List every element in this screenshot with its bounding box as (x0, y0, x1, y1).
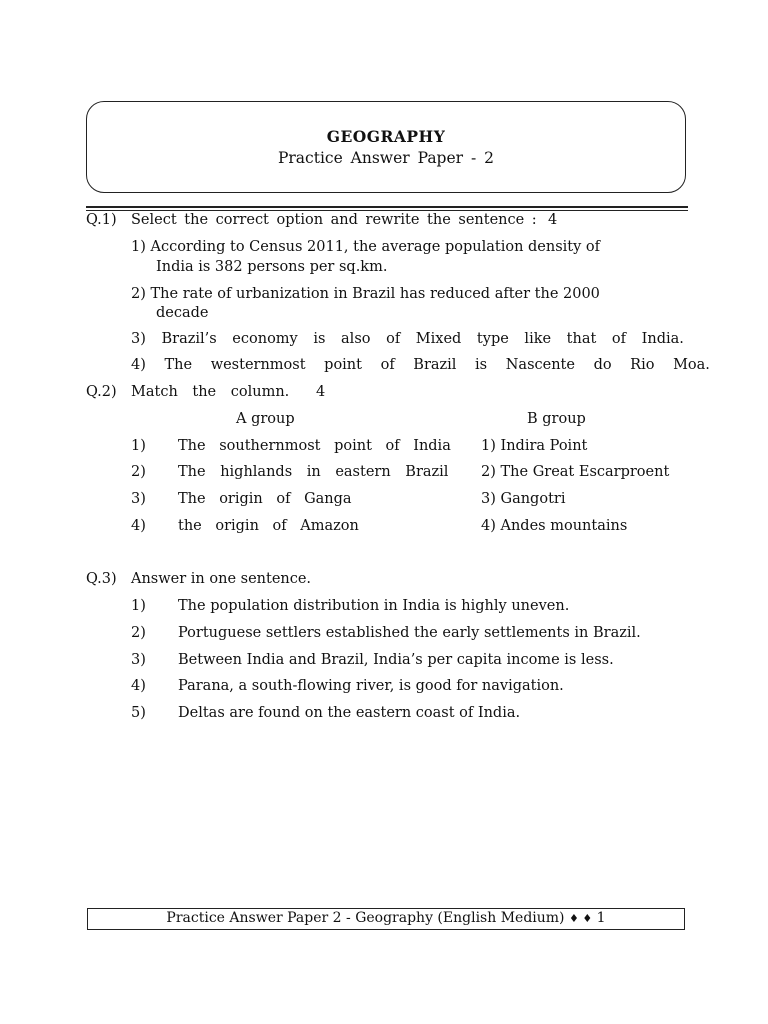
q2-row-3-num: 3) (131, 491, 146, 507)
q3-item-2-text: Portuguese settlers established the early settlements in Brazil. (178, 625, 641, 641)
q3-item-4-text: Parana, a south-flowing river, is good for navigation. (178, 678, 564, 694)
footer-text: Practice Answer Paper 2 - Geography (English Medium) (166, 910, 565, 926)
q3-number: Q.3) (86, 571, 117, 587)
q1-item-3: 3) Brazil’s economy is also of Mixed type like that of India. (131, 331, 684, 347)
footer (87, 908, 685, 930)
q3-item-2-num: 2) (131, 625, 146, 641)
q2-row-4-num: 4) (131, 518, 146, 534)
q2-instruction: Match the column. (131, 384, 290, 400)
q1-item-1-cont: India is 382 persons per sq.km. (156, 259, 388, 275)
q1-marks: 4 (548, 212, 558, 228)
q2-row-2-b: 2) The Great Escarproent (481, 464, 670, 480)
q3-instruction: Answer in one sentence. (131, 571, 312, 587)
q2-col-b-header: B group (527, 411, 586, 427)
q2-row-4-a: the origin of Amazon (178, 518, 359, 534)
q2-row-2-num: 2) (131, 464, 146, 480)
q2-row-2-a: The highlands in eastern Brazil (178, 464, 449, 480)
double-rule-thick (86, 206, 688, 208)
q3-item-3-num: 3) (131, 652, 146, 668)
page-number: 1 (596, 910, 606, 926)
q3-item-1-text: The population distribution in India is highly uneven. (178, 598, 570, 614)
q3-item-1-num: 1) (131, 598, 146, 614)
q2-marks: 4 (316, 384, 326, 400)
subject-title: GEOGRAPHY (326, 127, 446, 146)
q1-item-2-cont: decade (156, 305, 209, 321)
q2-row-1-b: 1) Indira Point (481, 438, 588, 454)
footer-diamonds: ♦ ♦ (568, 912, 593, 925)
q1-item-2: 2) The rate of urbanization in Brazil has reduced after the 2000 (131, 286, 600, 302)
q2-row-3-b: 3) Gangotri (481, 491, 566, 507)
q2-col-a-header: A group (236, 411, 295, 427)
q2-row-3-a: The origin of Ganga (178, 491, 352, 507)
q2-row-1-num: 1) (131, 438, 146, 454)
q3-item-5-text: Deltas are found on the eastern coast of India. (178, 705, 521, 721)
q1-item-4: 4) The westernmost point of Brazil is Nascente do Rio Moa. (131, 357, 710, 373)
q1-instruction: Select the correct option and rewrite the sentence : (131, 212, 537, 228)
q3-item-4-num: 4) (131, 678, 146, 694)
header-box (86, 101, 686, 193)
q1-item-1: 1) According to Census 2011, the average population density of (131, 239, 601, 255)
q2-number: Q.2) (86, 384, 117, 400)
paper-title: Practice Answer Paper - 2 (277, 149, 495, 167)
q1-number: Q.1) (86, 212, 117, 228)
q3-item-5-num: 5) (131, 705, 146, 721)
q3-item-3-text: Between India and Brazil, India’s per capita income is less. (178, 652, 614, 668)
q2-row-1-a: The southernmost point of India (178, 438, 451, 454)
q2-row-4-b: 4) Andes mountains (481, 518, 628, 534)
